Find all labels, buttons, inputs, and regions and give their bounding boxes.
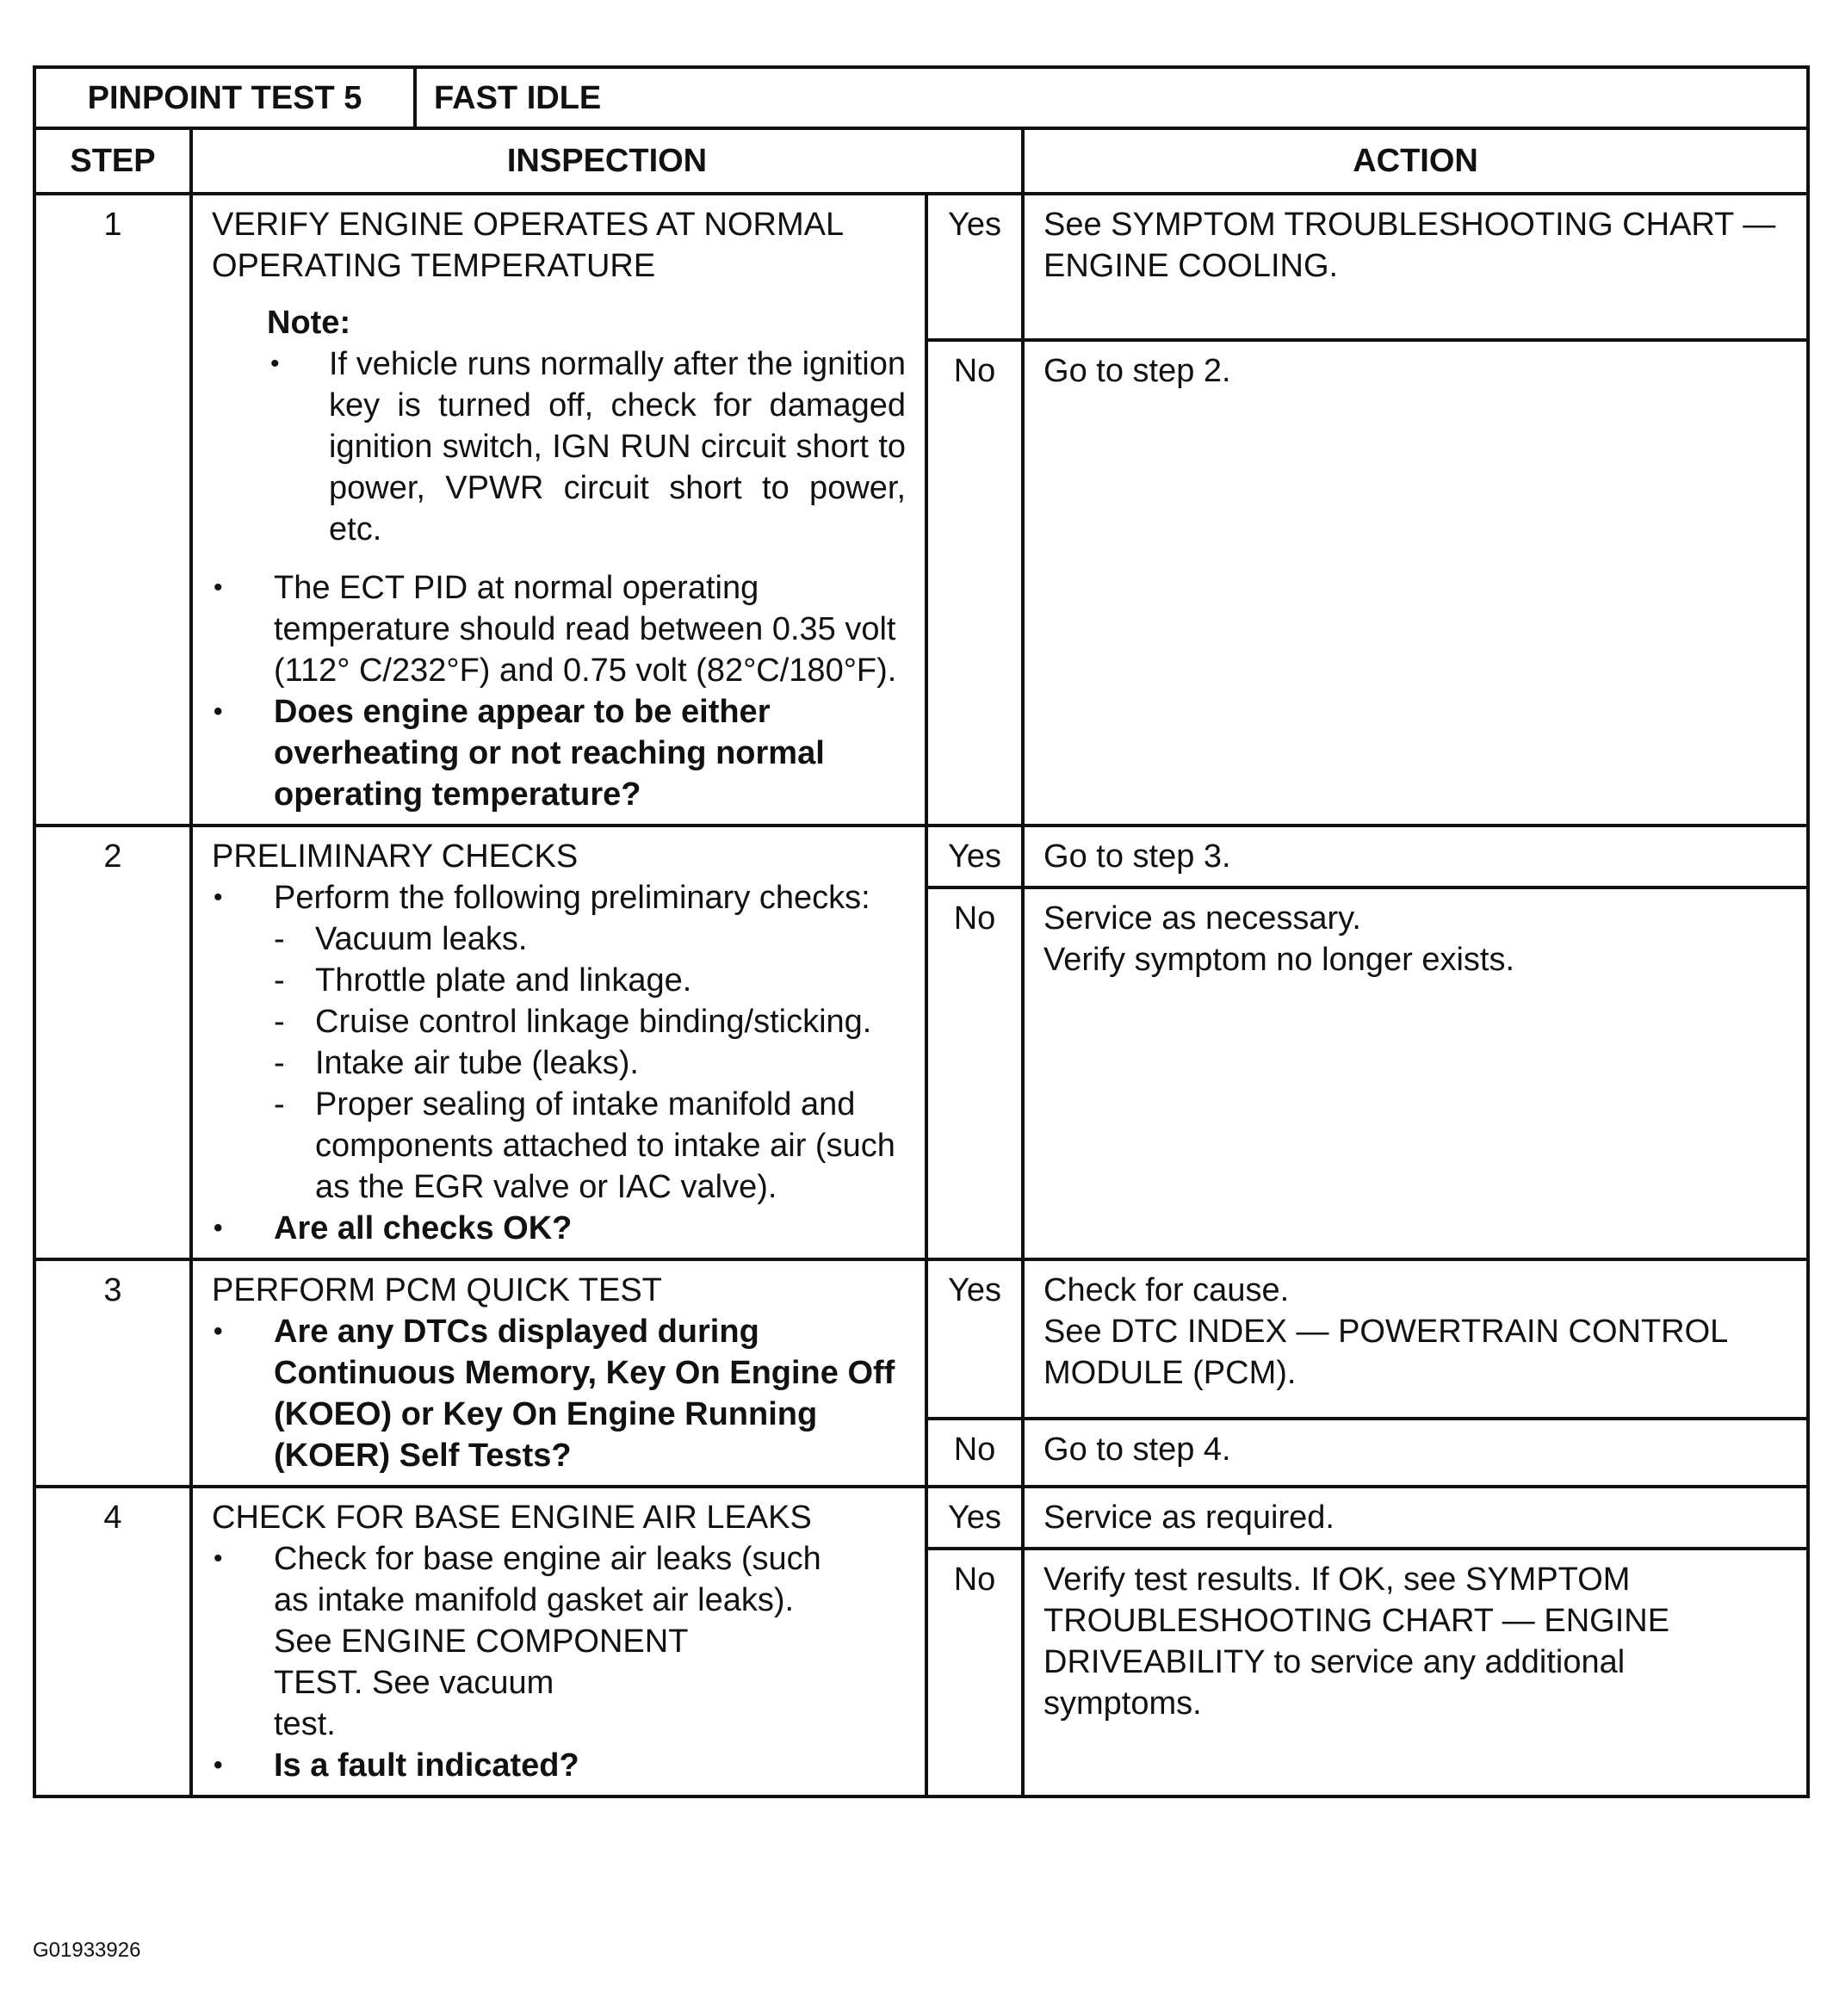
no-label: No: [926, 340, 1023, 826]
yes-action: Service as required.: [1023, 1487, 1808, 1549]
pinpoint-test-table: [33, 65, 1810, 1798]
no-label: No: [926, 1419, 1023, 1487]
yes-action-line: Check for cause.: [1043, 1272, 1290, 1308]
note-block: [212, 302, 906, 550]
test-name: FAST IDLE: [415, 67, 1808, 128]
step-number: 3: [34, 1259, 191, 1487]
step-number: 2: [34, 826, 191, 1259]
figure-id: G01933926: [33, 1939, 141, 1962]
check-item: - Throttle plate and linkage.: [212, 960, 906, 1001]
no-action: Go to step 4.: [1023, 1419, 1808, 1487]
step-question: • Is a fault indicated?: [212, 1745, 906, 1786]
step-number: 1: [34, 194, 191, 826]
yes-label: Yes: [926, 826, 1023, 887]
step-inspection: [191, 194, 926, 826]
note-title: Note:: [267, 305, 351, 341]
check-item: - Intake air tube (leaks).: [212, 1042, 906, 1084]
step-2-yes-row: [34, 826, 1808, 887]
step-4-yes-row: [34, 1487, 1808, 1549]
step-question: • Does engine appear to be either overheating or not reaching normal operating temperature?: [212, 691, 906, 815]
step-inspection: [191, 826, 926, 1259]
action-column-header: ACTION: [1023, 128, 1808, 194]
check-item: - Proper sealing of intake manifold and components attached to intake air (such as the EGR valve or IAC valve).: [212, 1084, 906, 1208]
yes-action: Go to step 3.: [1023, 826, 1808, 887]
yes-action-line: See DTC INDEX — POWERTRAIN CONTROL MODULE (PCM).: [1043, 1314, 1727, 1391]
step-title: CHECK FOR BASE ENGINE AIR LEAKS: [212, 1500, 812, 1536]
step-title-line: VERIFY ENGINE OPERATES AT NORMAL: [212, 207, 845, 243]
test-label: PINPOINT TEST 5: [34, 67, 415, 128]
yes-action: [1023, 1259, 1808, 1419]
yes-label: Yes: [926, 1487, 1023, 1549]
no-action: Go to step 2.: [1023, 340, 1808, 826]
no-label: No: [926, 1549, 1023, 1796]
bullet-item: • Perform the following preliminary checks:: [212, 877, 906, 918]
bullet-line: TEST. See vacuum: [274, 1665, 554, 1701]
yes-label: Yes: [926, 1259, 1023, 1419]
step-title: PERFORM PCM QUICK TEST: [212, 1272, 662, 1308]
step-3-yes-row: [34, 1259, 1808, 1419]
step-column-header: STEP: [34, 128, 191, 194]
step-title: PRELIMINARY CHECKS: [212, 838, 579, 875]
step-question: • Are all checks OK?: [212, 1208, 906, 1249]
bullet-line: as intake manifold gasket air leaks).: [274, 1582, 795, 1618]
step-1-yes-row: [34, 194, 1808, 340]
step-title-line: OPERATING TEMPERATURE: [212, 248, 656, 284]
pinpoint-test-table-wrapper: [33, 65, 1806, 1798]
bullet-line: • Check for base engine air leaks (such: [274, 1541, 821, 1577]
bullet-item: [212, 1538, 906, 1745]
step-question: • Are any DTCs displayed during Continuous Memory, Key On Engine Off (KOEO) or Key On Engine Running (KOER) Self Tests?: [212, 1311, 906, 1476]
no-action-line: Verify symptom no longer exists.: [1043, 942, 1515, 978]
bullet-item: • The ECT PID at normal operating temperature should read between 0.35 volt (112° C/232°F) and 0.75 volt (82°C/180°F).: [212, 567, 906, 691]
check-item: - Cruise control linkage binding/sticking.: [212, 1001, 906, 1042]
inspection-column-header: INSPECTION: [191, 128, 1023, 194]
yes-label: Yes: [926, 194, 1023, 340]
check-item: - Vacuum leaks.: [212, 918, 906, 960]
step-inspection: [191, 1487, 926, 1796]
no-action: [1023, 887, 1808, 1259]
no-action: Verify test results. If OK, see SYMPTOM TROUBLESHOOTING CHART — ENGINE DRIVEABILITY to service any additional symptoms.: [1023, 1549, 1808, 1796]
no-label: No: [926, 887, 1023, 1259]
yes-action: See SYMPTOM TROUBLESHOOTING CHART — ENGINE COOLING.: [1023, 194, 1808, 340]
step-inspection: [191, 1259, 926, 1487]
note-bullet: • If vehicle runs normally after the ignition key is turned off, check for damaged ignition switch, IGN RUN circuit short to power, VPWR circuit short to power, etc.: [267, 343, 906, 550]
column-header-row: [34, 128, 1808, 194]
bullet-line: See ENGINE COMPONENT: [274, 1623, 689, 1660]
bullet-line: test.: [274, 1706, 336, 1742]
step-number: 4: [34, 1487, 191, 1796]
title-row: [34, 67, 1808, 128]
no-action-line: Service as necessary.: [1043, 900, 1361, 937]
